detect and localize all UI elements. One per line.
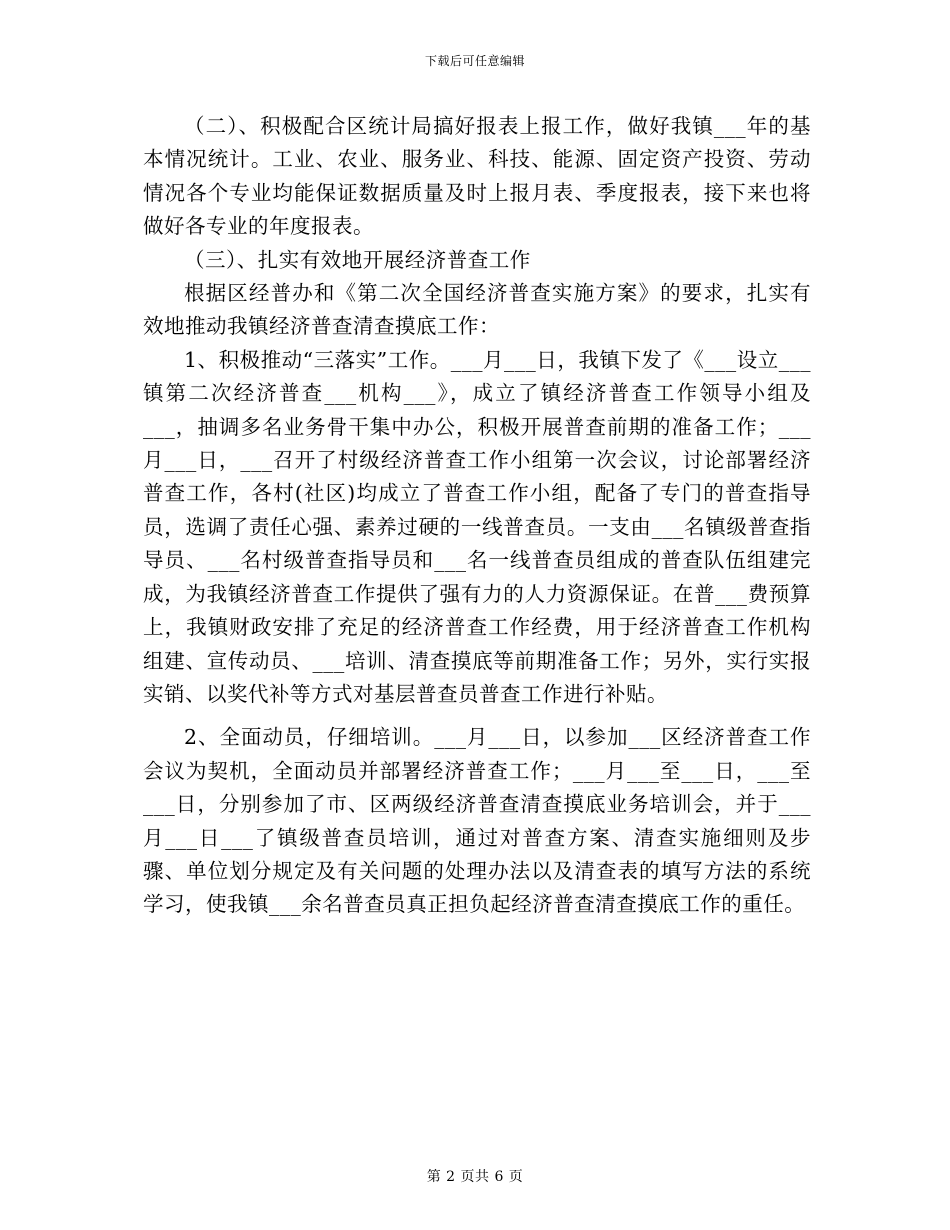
page-header: 下载后可任意编辑 xyxy=(424,54,525,68)
paragraph-section-three-intro: 根据区经普办和《第二次全国经济普查实施方案》的要求，扎实有效地推动我镇经济普查清查摸底工作： xyxy=(143,281,811,339)
paragraph-section-two: （二）、积极配合区统计局搞好报表上报工作，做好我镇___年的基本情况统计。工业、农业、服务业、科技、能源、固定资产投资、劳动情况各个专业均能保证数据质量及时上报月表、季度报表，接下来也将做好各专业的年度报表。 xyxy=(143,114,811,239)
paragraph-item-two: 2、全面动员，仔细培训。___月___日，以参加___区经济普查工作会议为契机，全面动员并部署经济普查工作；___月___至___日，___至___日，分别参加了市、区两级经济普查清查摸底业务培训会，并于___月___日___了镇级普查员培训，通过对普查方案、清查实施细则及步骤、单位划分规定及有关问题的处理办法以及清查表的填写方法的系统学习，使我镇___余名普查员真正担负起经济普查清查摸底工作的重任。 xyxy=(143,725,811,917)
paragraph-item-one: 1、积极推动“三落实”工作。___月___日，我镇下发了《___设立___镇第二次经济普查___机构___》，成立了镇经济普查工作领导小组及___，抽调多名业务骨干集中办公，积极开展普查前期的准备工作；___月___日，___召开了村级经济普查工作小组第一次会议，讨论部署经济普查工作，各村(社区)均成立了普查工作小组，配备了专门的普查指导员，选调了责任心强、素养过硬的一线普查员。一支由___名镇级普查指导员、___名村级普查指导员和___名一线普查员组成的普查队伍组建完成，为我镇经济普查工作提供了强有力的人力资源保证。在普___费预算上，我镇财政安排了充足的经济普查工作经费，用于经济普查工作机构组建、宣传动员、___培训、清查摸底等前期准备工作；另外，实行实报实销、以奖代补等方式对基层普查员普查工作进行补贴。 xyxy=(143,347,811,706)
document-body xyxy=(143,110,811,922)
page-number-footer: 第 2 页共 6 页 xyxy=(426,1169,524,1185)
paragraph-section-three-heading: （三）、扎实有效地开展经济普查工作 xyxy=(184,247,531,272)
